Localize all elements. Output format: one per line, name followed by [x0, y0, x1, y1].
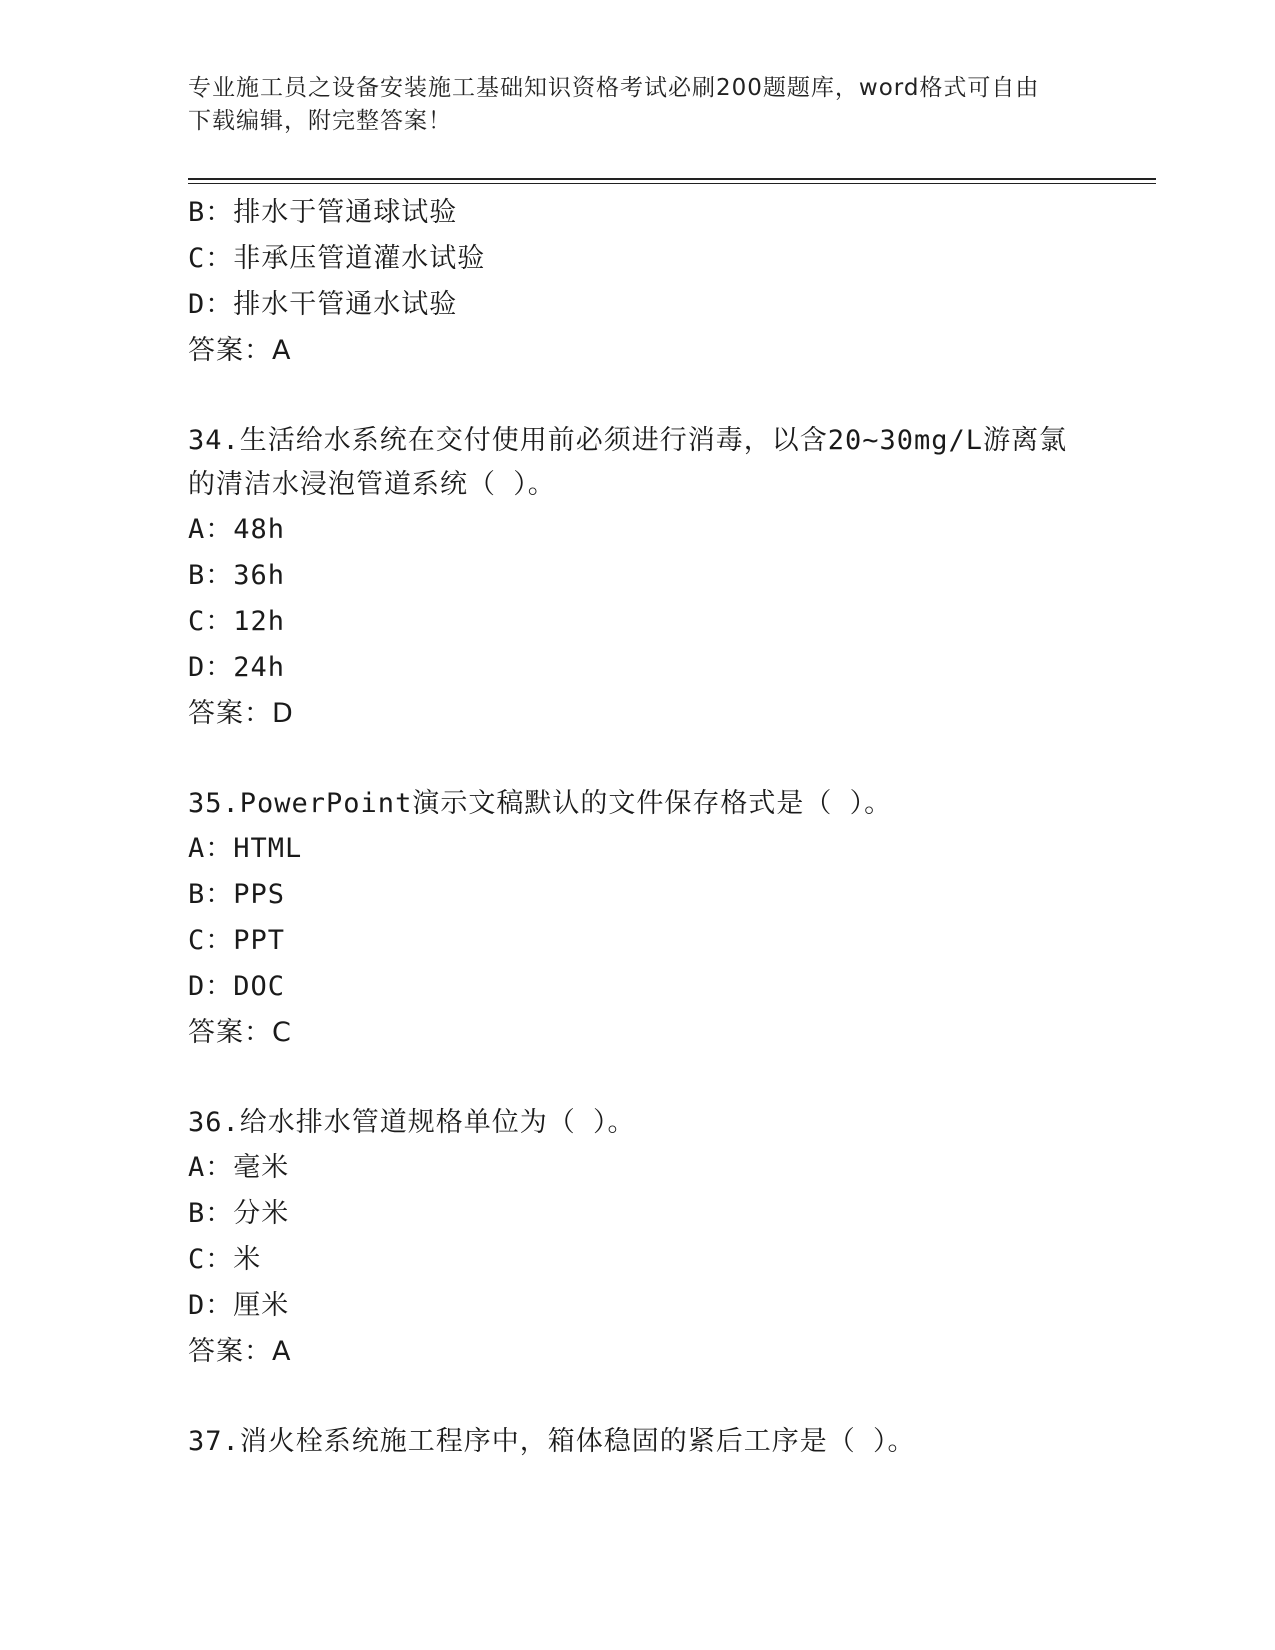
- question-35: [188, 782, 1088, 1056]
- question-text: 34.生活给水系统在交付使用前必须进行消毒，以含20~30mg/L游离氯的清洁水浸泡管道系统（ ）。: [188, 425, 1068, 500]
- question-33-fragment: [188, 190, 1088, 374]
- question-text: 36.给水排水管道规格单位为（ ）。: [188, 1107, 636, 1138]
- answer: 答案：A: [188, 335, 292, 366]
- answer: 答案：D: [188, 698, 294, 729]
- option-c: C：12h: [188, 606, 286, 637]
- option-a: A：48h: [188, 514, 286, 545]
- option-a: A：HTML: [188, 833, 303, 864]
- header-rule-thin: [188, 183, 1156, 184]
- option-c: C：米: [188, 1244, 262, 1275]
- answer: 答案：A: [188, 1336, 292, 1367]
- header-rule-thick: [188, 178, 1156, 180]
- option-d: D：排水干管通水试验: [188, 289, 458, 320]
- question-34: [188, 419, 1088, 737]
- option-d: D：24h: [188, 652, 286, 683]
- option-d: D：厘米: [188, 1290, 290, 1321]
- question-37: [188, 1420, 1088, 1464]
- answer: 答案：C: [188, 1017, 292, 1048]
- option-b: B：分米: [188, 1198, 290, 1229]
- option-b: B：排水于管通球试验: [188, 197, 458, 228]
- option-c: C：PPT: [188, 925, 286, 956]
- option-b: B：36h: [188, 560, 286, 591]
- option-c: C：非承压管道灌水试验: [188, 243, 486, 274]
- question-text: 37.消火栓系统施工程序中，箱体稳固的紧后工序是（ ）。: [188, 1426, 916, 1457]
- question-list: [188, 190, 1088, 1464]
- option-b: B：PPS: [188, 879, 286, 910]
- header-line-1: 专业施工员之设备安装施工基础知识资格考试必刷200题题库，word格式可自由: [188, 75, 1040, 101]
- document-header: [188, 72, 1088, 138]
- header-line-2: 下载编辑，附完整答案！: [188, 108, 452, 134]
- question-text: 35.PowerPoint演示文稿默认的文件保存格式是（ ）。: [188, 788, 893, 819]
- option-a: A：毫米: [188, 1152, 290, 1183]
- question-36: [188, 1101, 1088, 1375]
- option-d: D：DOC: [188, 971, 286, 1002]
